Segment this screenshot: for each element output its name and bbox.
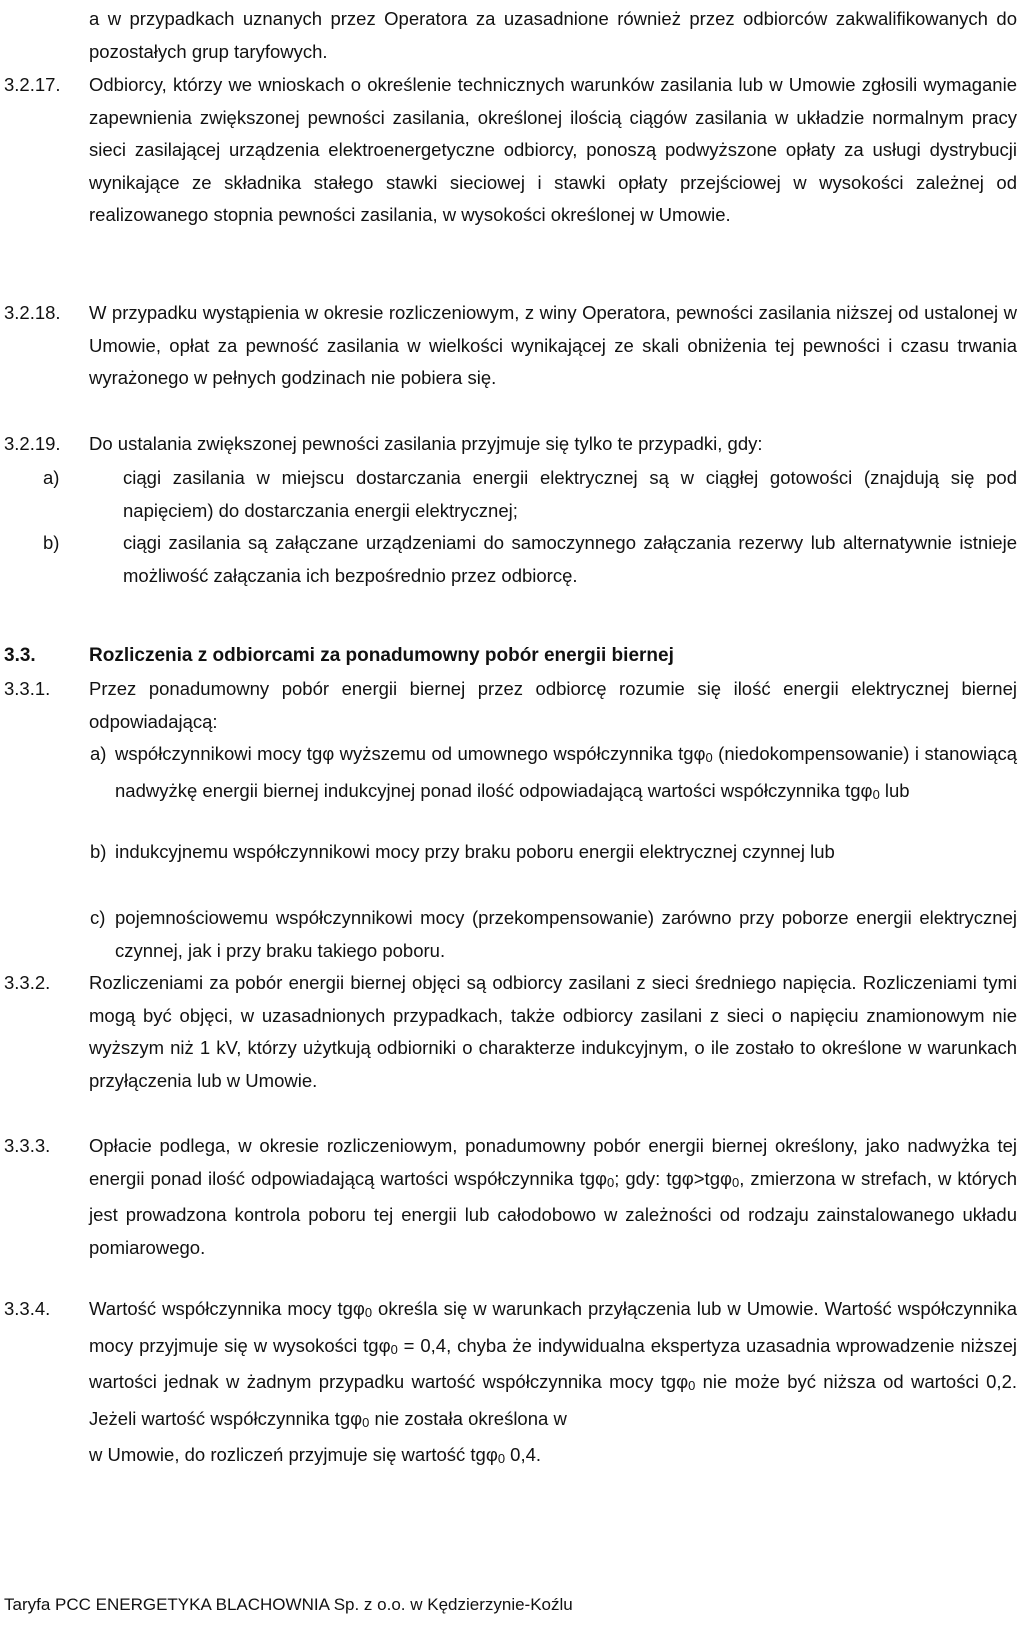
paragraph-3-3-3 bbox=[4, 1130, 1017, 1264]
subscript-zero: 0 bbox=[497, 1451, 506, 1467]
paragraph-text: Przez ponadumowny pobór energii biernej przez odbiorcę rozumie się ilość energii elektrycznej biernej odpowiadającą: bbox=[89, 678, 1017, 732]
paragraph-3-2-18 bbox=[4, 297, 1017, 395]
paragraph-text bbox=[89, 1293, 1017, 1476]
paragraph-number: 3.2.18. bbox=[4, 302, 61, 323]
page-footer: Taryfa PCC ENERGETYKA BLACHOWNIA Sp. z o.o. w Kędzierzynie-Koźlu bbox=[4, 1595, 573, 1614]
subscript-zero: 0 bbox=[362, 1414, 370, 1430]
list-item-text-part: (niedokompensowanie) i stanowiącą nadwyżkę energii biernej indukcyjnej ponad ilość odpowiadającą wartości współczynnika tgφ bbox=[115, 743, 1017, 801]
text-part: = 0,4, chyba że indywidualna ekspertyza uzasadnia wprowadzenie niższej wartości jednak w żadnym przypadku wartość współczynnika mocy tgφ bbox=[89, 1334, 1017, 1393]
text-part: określa się w warunkach przyłączenia lub w Umowie. Wartość współczynnika mocy przyjmuje się w wysokości tgφ bbox=[89, 1298, 1017, 1356]
paragraph-text: Odbiorcy, którzy we wnioskach o określenie technicznych warunków zasilania lub w Umowie zgłosili wymaganie zapewnienia zwiększonej pewności zasilania, określonej ilością ciągów zasilania w układzie normalnym pracy sieci zasilającej urządzenia elektroenergetyczne odbiorcy, ponoszą podwyższone opłaty za usługi dystrybucji wynikające ze składnika stałego stawki sieciowej i stawki opłaty przejściowej w wysokości zależnej od realizowanego stopnia pewności zasilania, w wysokości określonej w Umowie. bbox=[89, 74, 1017, 226]
list-marker: b) bbox=[43, 532, 60, 553]
list-marker: a) bbox=[90, 743, 107, 764]
paragraph-text: Do ustalania zwiększonej pewności zasilania przyjmuje się tylko te przypadki, gdy: bbox=[89, 433, 763, 454]
text-part: 0,4. bbox=[505, 1444, 542, 1466]
subscript-zero: 0 bbox=[705, 749, 713, 765]
paragraph-text: Rozliczeniami za pobór energii biernej objęci są odbiorcy zasilani z sieci średniego napięcia. Rozliczeniami tymi mogą być objęci, w uzasadnionych przypadkach, także odbiorcy zasilani z sieci o napięciu znamionowym nie wyższym niż 1 kV, którzy użytkują odbiorniki o charakterze indukcyjnym, o ile zostało to określone w warunkach przyłączenia lub w Umowie. bbox=[89, 972, 1017, 1091]
subscript-zero: 0 bbox=[390, 1341, 398, 1357]
list-item bbox=[43, 527, 1017, 592]
paragraph-number: 3.3.1. bbox=[4, 678, 51, 699]
section-number: 3.3. bbox=[4, 645, 36, 666]
text-part: w Umowie, do rozliczeń przyjmuje się wartość tgφ bbox=[89, 1444, 498, 1466]
section-title: Rozliczenia z odbiorcami za ponadumowny pobór energii biernej bbox=[89, 645, 674, 666]
text-part: Wartość współczynnika mocy tgφ bbox=[89, 1298, 365, 1319]
paragraph-number: 3.2.19. bbox=[4, 433, 61, 454]
paragraph-number: 3.3.3. bbox=[4, 1135, 51, 1156]
list-item-text: indukcyjnemu współczynnikowi mocy przy braku poboru energii elektrycznej czynnej lub bbox=[115, 841, 835, 862]
paragraph-3-3-4 bbox=[4, 1293, 1017, 1476]
list-item-text: ciągi zasilania są załączane urządzeniami do samoczynnego załączania rezerwy lub alternatywnie istnieje możliwość załączania ich bezpośrednio przez odbiorcę. bbox=[123, 532, 1017, 586]
list-item bbox=[90, 836, 1017, 869]
list-item-text: pojemnościowemu współczynnikowi mocy (przekompensowanie) zarówno przy poborze energii elektrycznej czynnej, jak i przy braku takiego poboru. bbox=[115, 907, 1017, 961]
list-item bbox=[43, 462, 1017, 527]
subscript-zero: 0 bbox=[688, 1378, 696, 1393]
intro-continuation bbox=[89, 3, 1017, 68]
text-part: ; gdy: tgφ>tgφ bbox=[614, 1167, 732, 1189]
text-part: Opłacie podlega, w okresie rozliczeniowym, ponadumowny pobór energii biernej określony, jako nadwyżka tej energii ponad ilość odpowiadającą wartości współczynnika tgφ bbox=[89, 1135, 1017, 1189]
list-item-text: ciągi zasilania w miejscu dostarczania energii elektrycznej są w ciągłej gotowości (znajdują się pod napięciem) do dostarczania energii elektrycznej; bbox=[123, 467, 1017, 521]
list-marker: a) bbox=[43, 467, 60, 488]
paragraph-3-2-19 bbox=[4, 428, 1017, 461]
list-item bbox=[90, 902, 1017, 967]
paragraph-3-2-17 bbox=[4, 69, 1017, 232]
subscript-zero: 0 bbox=[872, 786, 880, 802]
list-item bbox=[90, 738, 1017, 811]
subscript-zero: 0 bbox=[364, 1304, 373, 1320]
subscript-zero: 0 bbox=[607, 1174, 615, 1190]
intro-text: a w przypadkach uznanych przez Operatora za uzasadnione również przez odbiorców zakwalifikowanych do pozostałych grup taryfowych. bbox=[89, 8, 1017, 62]
paragraph-number: 3.3.4. bbox=[4, 1298, 51, 1319]
paragraph-text: W przypadku wystąpienia w okresie rozliczeniowym, z winy Operatora, pewności zasilania niższej od ustalonej w Umowie, opłat za pewność zasilania w wielkości wynikającej ze skali obniżenia tej pewności i czasu trwania wyrażonego w pełnych godzinach nie pobiera się. bbox=[89, 302, 1017, 389]
text-part: nie została określona w bbox=[369, 1407, 567, 1429]
subscript-zero: 0 bbox=[731, 1174, 740, 1190]
text-part: , zmierzona w strefach, w których jest prowadzona kontrola poboru tej energii lub całodobowo w zależności od rodzaju zainstalowanego układu pomiarowego. bbox=[89, 1167, 1017, 1258]
list-marker: b) bbox=[90, 841, 107, 862]
text-part: nie może być niższa od wartości 0,2. Jeżeli wartość współczynnika tgφ bbox=[89, 1371, 1017, 1429]
paragraph-3-3-2 bbox=[4, 967, 1017, 1097]
list-marker: c) bbox=[90, 907, 106, 928]
list-item-text-part: lub bbox=[879, 779, 910, 801]
paragraph-number: 3.2.17. bbox=[4, 74, 61, 95]
list-item-text-part: współczynnikowi mocy tgφ wyższemu od umownego współczynnika tgφ bbox=[115, 743, 706, 764]
paragraph-number: 3.3.2. bbox=[4, 972, 51, 993]
paragraph-3-3-1 bbox=[4, 673, 1017, 738]
paragraph-text bbox=[89, 1130, 1017, 1264]
